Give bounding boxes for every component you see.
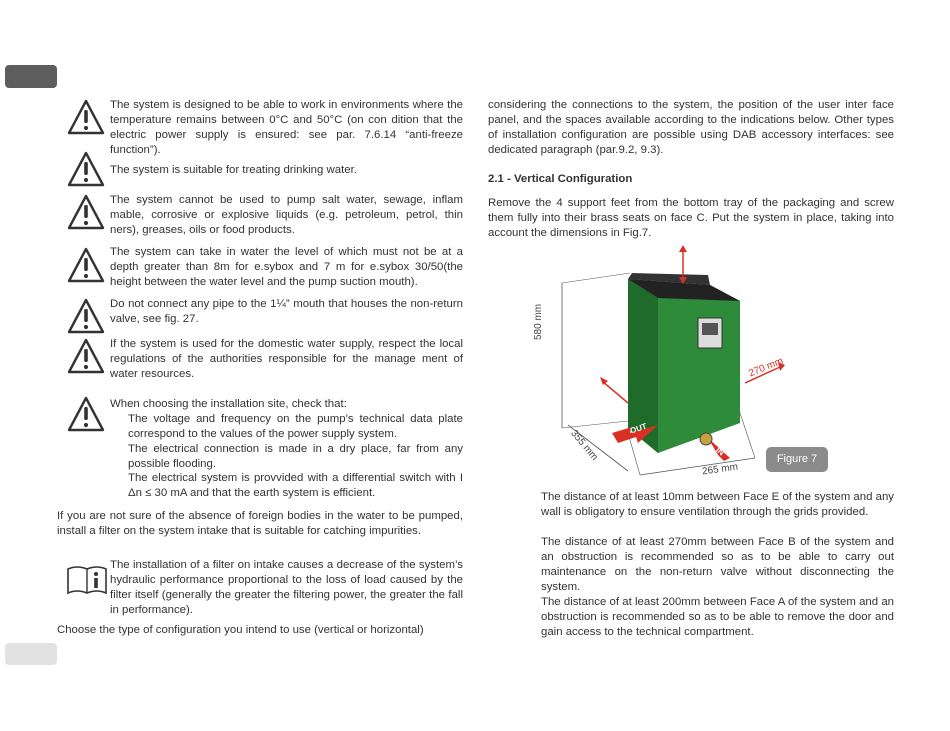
- warning-icon: [66, 395, 106, 431]
- in-label: IN: [714, 445, 726, 458]
- distance-note-face-b: The distance of at least 270mm between Face B of the system and an obstruction is recommended so as to be able to carry out maintenance on the non-return valve without disconnecting the system.: [541, 536, 894, 593]
- width-dimension-label: 265 mm: [701, 461, 739, 478]
- site-check-electrical: The electrical connection is made in a dry place, far from any possible flooding.: [128, 443, 463, 470]
- manual-info-icon: [66, 563, 108, 597]
- warning-installation-site: When choosing the installation site, check that:: [110, 398, 347, 410]
- warning-suction-depth: The system can take in water the level of which must not be at a depth greater than 8m for e.sybox and 7 m for e.sybox 30/50(the height between the water level and the pump suction mouth).: [110, 246, 463, 288]
- warning-icon: [66, 98, 106, 134]
- filter-paragraph: If you are not sure of the absence of foreign bodies in the water to be pumped, install a filter on the system intake that is suitable for catching impurities.: [57, 510, 463, 537]
- closing-line: Choose the type of configuration you intend to use (vertical or horizontal): [57, 624, 424, 636]
- vertical-config-text: Remove the 4 support feet from the bottom tray of the packaging and screw them fully into their brass seats on face C. Put the system in place, taking into account the dimensions in Fig.7.: [488, 197, 894, 239]
- page-tab-bottom: [5, 643, 57, 665]
- intro-paragraph: considering the connections to the system, the position of the user inter face panel, and the spaces available according to the indications below. Other types of installation configuration are possible using DAB accessory interfaces: see dedicated paragraph (par.9.2, 9.3).: [488, 99, 894, 156]
- figure-caption-badge: Figure 7: [766, 447, 828, 472]
- height-dimension-label: 580 mm: [533, 303, 544, 340]
- warning-icon: [66, 337, 106, 373]
- site-check-differential: The electrical system is provvided with a differential switch with I Δn ≤ 30 mA and that the earth system is efficient.: [128, 472, 463, 499]
- depth-dimension-label: 355 mm: [568, 428, 600, 463]
- warning-icon: [66, 150, 106, 186]
- warning-icon: [66, 297, 106, 333]
- distance-note-face-a: The distance of at least 200mm between Face A of the system and an obstruction is recommended so as to be able to remove the door and gain access to the technical compartment.: [541, 596, 894, 638]
- site-check-voltage: The voltage and frequency on the pump’s technical data plate correspond to the values of the power supply system.: [128, 413, 463, 440]
- warning-temperature: The system is designed to be able to work in environments where the temperature remains between 0°C and 50°C (on con dition that the electric power supply is ensured: see par. 7.6.14 “anti-freeze function”).: [110, 99, 463, 156]
- warning-pipe-connection: Do not connect any pipe to the 1¼” mouth that houses the non-return valve, see fig. 27.: [110, 298, 463, 325]
- warning-liquids: The system cannot be used to pump salt water, sewage, inflam mable, corrosive or explosive liquids (e.g. petroleum, petrol, thin ners), greases, oils or food products.: [110, 194, 463, 236]
- warning-domestic-supply: If the system is used for the domestic water supply, respect the local regulations of the authorities responsible for the manage ment of water resources.: [110, 338, 463, 380]
- out-label: OUT: [629, 421, 648, 436]
- warning-drinking-water: The system is suitable for treating drinking water.: [110, 164, 357, 176]
- warning-icon: [66, 246, 106, 282]
- distance-note-face-e: The distance of at least 10mm between Face E of the system and any wall is obligatory to ensure ventilation through the grids provided.: [541, 491, 894, 518]
- filter-info-note: The installation of a filter on intake causes a decrease of the system’s hydraulic performance proportional to the loss of load caused by the filter itself (generally the greater the filtering power, the greater the fall in performance).: [110, 559, 463, 616]
- section-heading: 2.1 - Vertical Configuration: [488, 173, 633, 185]
- side-dimension-label: 270 mm: [747, 355, 785, 380]
- warning-icon: [66, 193, 106, 229]
- page-tab-top: [5, 65, 57, 88]
